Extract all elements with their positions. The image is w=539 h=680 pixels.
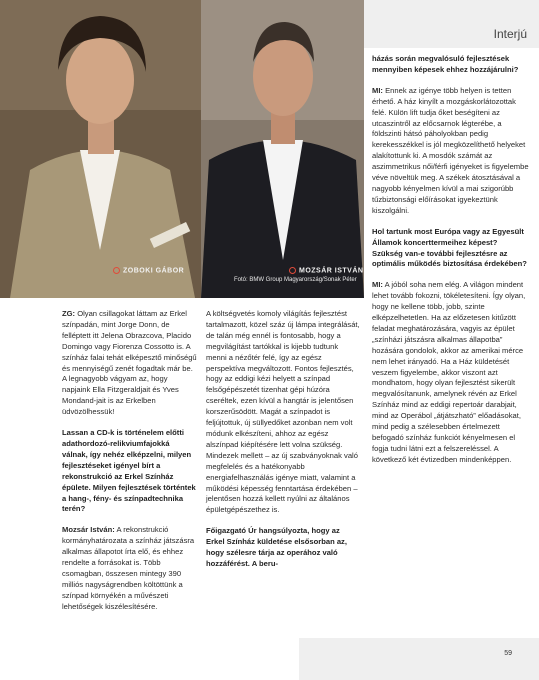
paragraph-text: Ennek az igénye több helyen is tetten érhető. A ház kinyílt a mozgáskorlátozottak felé. Külön lift tudja őket beségíteni az utcaszintről az előcsarnok légterébe, a földszinti hátsó páholyokban pedig kerekesszékkel is jól megközelíthető helyeket alakítottunk ki. A mosdók számát az aszimmetrikus női/férfi igényeket is figyelembe véve növeltük meg. A székek átosztásával a nagyobb kényelmen kívül a mai szigorúbb tűzbiztonsági előírásokat igyekeztünk kiszolgálni. bbox=[372, 85, 529, 215]
paragraph-text: Olyan csillagokat láttam az Erkel színpadán, mint Jorge Donn, de felléptett itt Jelena Obrazcova, Placido Domingo vagy Fiorenza Cossotto is. A színház falai tehát elképesztő minőségű és mennyiségű zenét fogadtak már be. A legnagyobb vágyam az, hogy napjaink Ella Fitzgeraldjait és Yves Mondand-jait is az Erkelben üdvözölhessük! bbox=[62, 309, 197, 417]
footer-band bbox=[299, 638, 539, 680]
portrait-left-illustration bbox=[0, 0, 201, 298]
paragraph-text: A jóból soha nem elég. A világon mindent lehet tovább fokozni, tökéletesíteni. Így olyan, hogy ne kellene több, jobb, szinte elképzelhetetlen. Ha az előzetesen kitűzött feladat meghatározására, vagyis az épület „színházi játszásra alkalmas állapotba” hozására gondolok, akkor az amerikai mérce nem lehet irányadó. Ha a Ház küldetését veszem figyelembe, akkor viszont azt mondhatom, hogy olyan fejlesztést sikerült megvalósítanunk, amelynek révén az Erkel Színház mind az eddigi repertoár darabjait, mind az Operábol „átjátszható” előadásokat, mind pedig a szélesebben értelmezett befogadó színház funkciót kényelmesen el fogja tudni látni ezt a felszereléssel. A következő két évtizedben mindenképpen. bbox=[372, 280, 526, 464]
interview-question-continued: házás során megvalósuló fejlesztések mennyiben képesek ehhez hozzájárulni? bbox=[372, 54, 519, 74]
text-column-1 bbox=[62, 309, 197, 623]
paragraph bbox=[372, 280, 530, 465]
speaker-label: MI: bbox=[372, 85, 383, 95]
speaker-label: Mozsár István: bbox=[62, 525, 115, 535]
paragraph bbox=[372, 86, 530, 217]
interview-question: Hol tartunk most Európa vagy az Egyesült Államok koncerttermeihez képest? Szükség van-e további fejlesztésre az optimális működés biztosítása érdekében? bbox=[372, 226, 527, 269]
caption-bullet-icon bbox=[289, 267, 296, 274]
photo-zoboki-gabor bbox=[0, 0, 201, 298]
photo-left-caption-text: ZOBOKI GÁBOR bbox=[123, 267, 185, 275]
paragraph bbox=[62, 525, 197, 612]
text-column-2 bbox=[206, 309, 360, 580]
photo-right-caption bbox=[289, 267, 363, 274]
section-label: Interjú bbox=[493, 27, 527, 41]
text-column-3 bbox=[372, 54, 530, 476]
photo-right-caption-text: MOZSÁR ISTVÁN bbox=[299, 267, 364, 275]
photo-credit: Fotó: BMW Group Magyarország/Sonak Péter bbox=[234, 277, 357, 283]
interview-question: Lassan a CD-k is történelem előtti adathordozó-relikviumfajokká válnak, így nehéz elképzelni, milyen fejlesztéseket igényel bírt a rekonstrukció az Erkel Színház épülete. Milyen fejlesztések történtek a hang-, fény- és színpadtechnika terén? bbox=[62, 428, 196, 514]
speaker-label: ZG: bbox=[62, 309, 76, 318]
portrait-right-illustration bbox=[201, 0, 364, 298]
caption-bullet-icon bbox=[113, 267, 120, 274]
speaker-label: MI: bbox=[372, 280, 383, 290]
page-number: 59 bbox=[504, 650, 512, 657]
paragraph: A költségvetés komoly világítás fejlesztést tartalmazott, közel száz új lámpa integrálását, de talán még ennél is fontosabb, hogy a megvilágítást tartókkal is kijebb tudtunk menni a nézőtér felé, így az egész perspektíva megváltozott. Fontos fejlesztés, hogy az eddigi kézi helyett a színpad felsőgépészetét tizenhat gépi húzóra cseréltek, ezen kívül a hangtár is jelentősen korszerűsödött. Magát a színpadot is feljújtottuk, új süllyedőket azonban nem volt módunk elkészíteni, ahhoz az egész alszínpad kiépítésére lett volna szükség. Mindezek mellett – az új szabványoknak való megfelelés és a hatékonyabb energiafelhasználás igénye miatt, valamint a működési képesség fenntartása érdekében – jelentősen hozzá kellett nyúlni az általános épületgépészethez is. bbox=[206, 309, 360, 515]
paragraph bbox=[62, 309, 197, 418]
paragraph-text: A rekonstrukció kormányhatározata a színház játszásra alkalmas állapotot írta elő, és ehhez rendelte a forrásokat is. Több csomagban, összesen mintegy 390 milliós nagyságrendben költöttünk a színpad környékén a művészeti lehetőségek kiszélesítésére. bbox=[62, 525, 195, 611]
interview-question: Főigazgató Úr hangsúlyozta, hogy az Erkel Színház küldetése elsősorban az, hogy szélesre tárja az operához való hozzáférést. A beru- bbox=[206, 526, 347, 568]
photo-mozsar-istvan bbox=[201, 0, 364, 298]
photo-left-caption bbox=[113, 267, 184, 274]
